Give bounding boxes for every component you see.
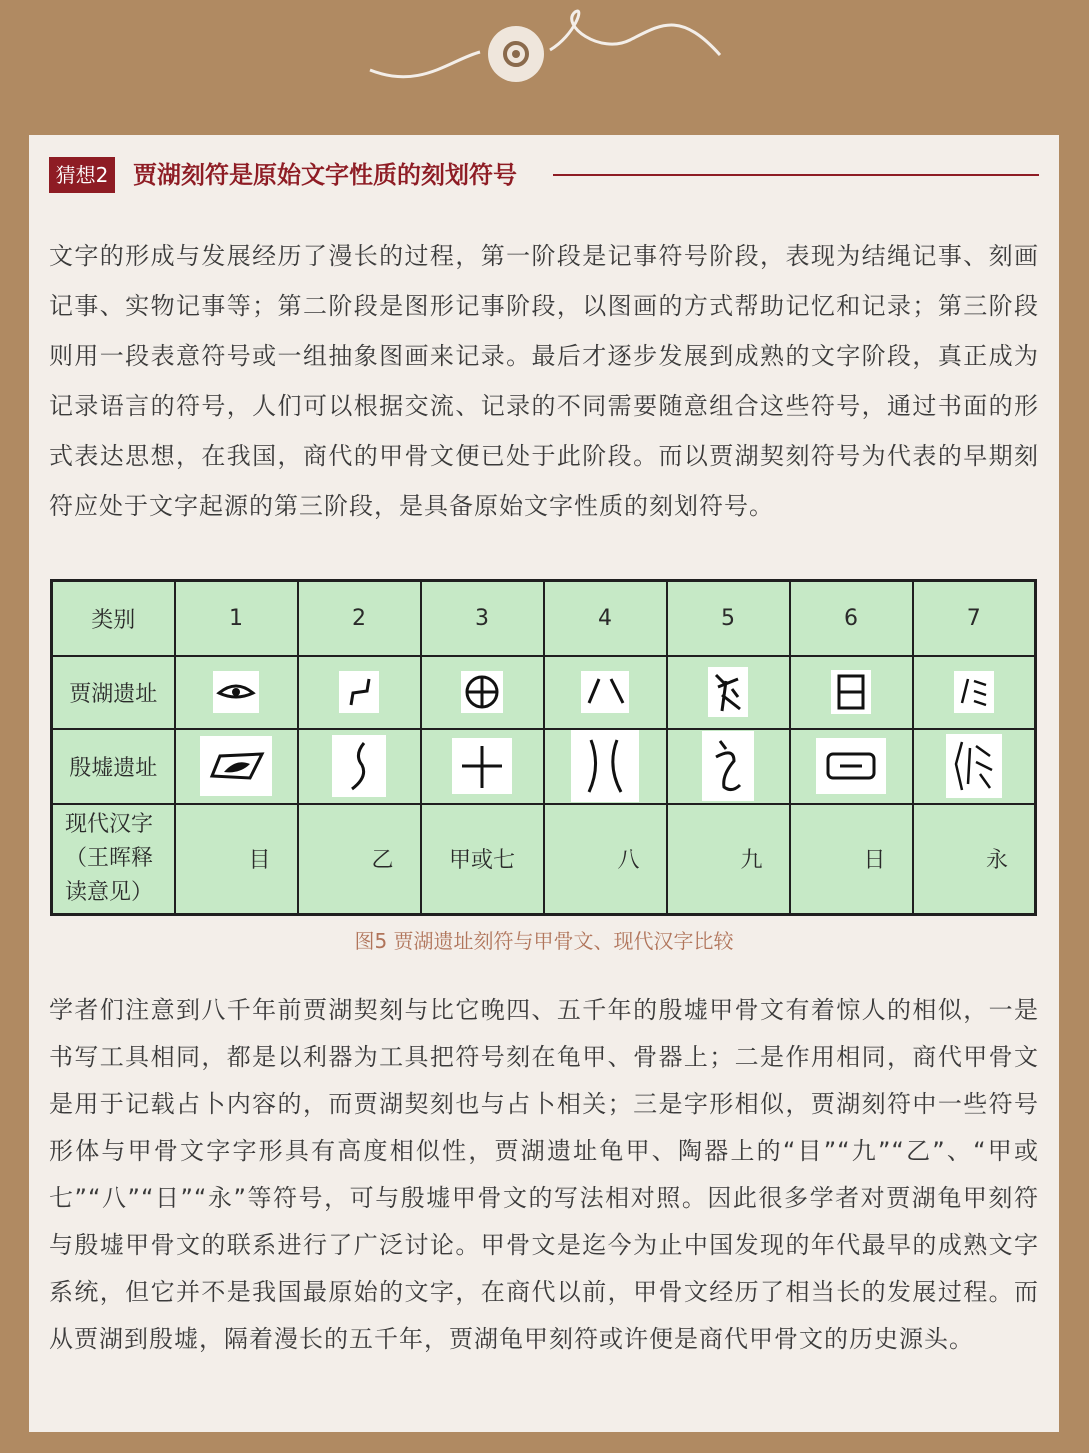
modern-label-line: （王晖释: [65, 845, 154, 871]
column-header: 3: [421, 581, 544, 656]
modern-char-cell: 乙: [298, 804, 421, 915]
paragraph-discussion: 学者们注意到八千年前贾湖契刻与比它晚四、五千年的殷墟甲骨文有着惊人的相似，一是书写工具相同，都是以利器为工具把符号刻在龟甲、骨器上；二是作用相同，商代甲骨文是用于记载占卜内容的，而贾湖契刻也与占卜相关；三是字形相似，贾湖刻符中一些符号形体与甲骨文字字形具有高度相似性，贾湖遗址龟甲、陶器上的“目”“九”“乙”、“甲或七”“八”“日”“永”等符号，可与殷墟甲骨文的写法相对照。因此很多学者对贾湖龟甲刻符与殷墟甲骨文的联系进行了广泛讨论。甲骨文是迄今为止中国发现的年代最早的成熟文字系统，但它并不是我国最原始的文字，在商代以前，甲骨文经历了相当长的发展过程。而从贾湖到殷墟，隔着漫长的五千年，贾湖龟甲刻符或许便是商代甲骨文的历史源头。: [49, 996, 1039, 1353]
row-label-yinxu: 殷墟遗址: [52, 729, 175, 804]
yinxu-glyph-cell: [298, 729, 421, 804]
modern-char-cell: 八: [544, 804, 667, 915]
yinxu-yi-glyph: [332, 735, 386, 797]
yinxu-jia-glyph: [452, 738, 512, 794]
modern-char-cell: 日: [790, 804, 913, 915]
modern-char-cell: 永: [913, 804, 1036, 915]
yinxu-glyph-cell: [175, 729, 298, 804]
row-label-modern: [52, 804, 175, 915]
modern-char-cell: 九: [667, 804, 790, 915]
paragraph-intro: 文字的形成与发展经历了漫长的过程，第一阶段是记事符号阶段，表现为结绳记事、刻画记事、实物记事等；第二阶段是图形记事阶段，以图画的方式帮助记忆和记录；第三阶段则用一段表意符号或一组抽象图画来记录。最后才逐步发展到成熟的文字阶段，真正成为记录语言的符号，人们可以根据交流、记录的不同需要随意组合这些符号，通过书面的形式表达思想，在我国，商代的甲骨文便已处于此阶段。而以贾湖契刻符号为代表的早期刻符应处于文字起源的第三阶段，是具备原始文字性质的刻划符号。: [49, 242, 1039, 520]
jiahu-row: [52, 656, 1036, 729]
jiahu-glyph-cell: [421, 656, 544, 729]
row-label-jiahu: 贾湖遗址: [52, 656, 175, 729]
header-category: 类别: [52, 581, 175, 656]
jiahu-eye-glyph: [213, 671, 259, 713]
yinxu-glyph-cell: [421, 729, 544, 804]
column-header: 4: [544, 581, 667, 656]
yinxu-eye-glyph: [200, 736, 272, 796]
section-heading: [49, 157, 1039, 193]
modern-label-line: 读意见）: [65, 879, 154, 905]
modern-row: [52, 804, 1036, 915]
jiahu-glyph-cell: [913, 656, 1036, 729]
jiahu-yi-glyph: [339, 671, 379, 713]
content-card: [29, 135, 1059, 1432]
column-header: 5: [667, 581, 790, 656]
column-header: 1: [175, 581, 298, 656]
column-header: 2: [298, 581, 421, 656]
yinxu-yong-glyph: [946, 734, 1002, 798]
jiahu-glyph-cell: [544, 656, 667, 729]
jiahu-glyph-cell: [298, 656, 421, 729]
comparison-table: [50, 579, 1037, 916]
column-header: 7: [913, 581, 1036, 656]
yinxu-glyph-cell: [544, 729, 667, 804]
jiahu-ri-glyph: [831, 670, 871, 714]
modern-char-cell: 目: [175, 804, 298, 915]
yinxu-ba-glyph: [571, 730, 639, 802]
yinxu-glyph-cell: [913, 729, 1036, 804]
jiahu-glyph-cell: [175, 656, 298, 729]
yinxu-row: [52, 729, 1036, 804]
modern-char-cell: 甲或七: [421, 804, 544, 915]
hypothesis-badge: 猜想2: [49, 157, 115, 193]
jiahu-jiu-glyph: [708, 667, 748, 717]
yinxu-ri-glyph: [816, 738, 886, 794]
yinxu-glyph-cell: [667, 729, 790, 804]
yinxu-jiu-glyph: [702, 731, 754, 801]
jiahu-yong-glyph: [954, 671, 994, 713]
jiahu-glyph-cell: [790, 656, 913, 729]
jiahu-glyph-cell: [667, 656, 790, 729]
heading-rule: [553, 174, 1039, 176]
column-header: 6: [790, 581, 913, 656]
decorative-ornament: [0, 0, 1089, 135]
jiahu-ba-glyph: [581, 671, 629, 713]
figure-caption: 图5 贾湖遗址刻符与甲骨文、现代汉字比较: [354, 929, 734, 953]
jiahu-jia-glyph: [461, 671, 503, 713]
section-title: 贾湖刻符是原始文字性质的刻划符号: [133, 161, 517, 189]
table-header-row: [52, 581, 1036, 656]
yinxu-glyph-cell: [790, 729, 913, 804]
modern-label-line: 现代汉字: [65, 811, 154, 837]
